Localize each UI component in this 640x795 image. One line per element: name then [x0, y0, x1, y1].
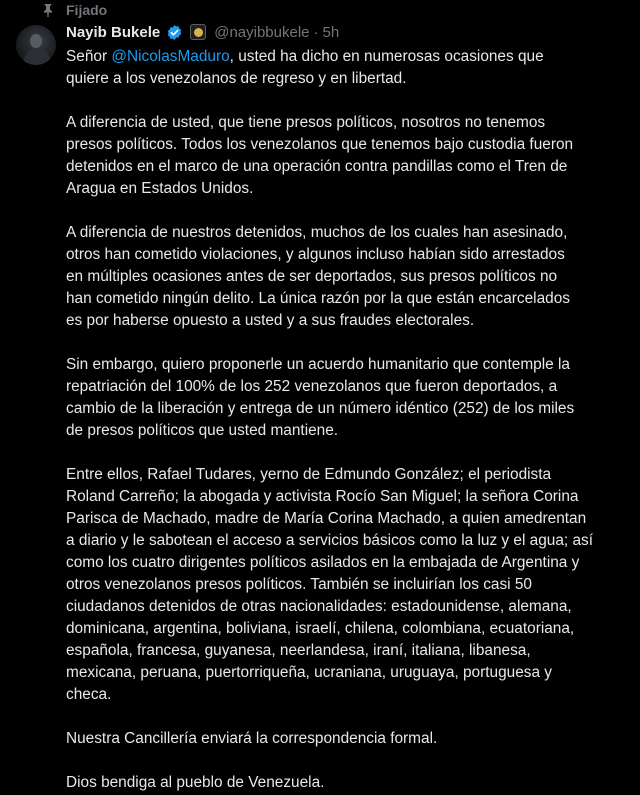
tweet-paragraph-3: A diferencia de nuestros detenidos, muchos de los cuales han asesinado, otros han cometido violaciones, y algunos incluso habían sido arrestados en múltiples ocasiones antes de ser deportados, sus presos políticos no han cometido ningún delito. La única razón por la que están encarcelados es por haberse opuesto a usted y a sus fraudes electorales. [66, 224, 570, 329]
author-handle[interactable]: @nayibbukele [214, 23, 310, 41]
tweet-header [66, 22, 339, 42]
tweet-paragraph-4: Sin embargo, quiero proponerle un acuerdo humanitario que contemple la repatriación del 100% de los 252 venezolanos que fueron deportados, a cambio de la liberación y entrega de un número idéntico (252) de los miles de presos políticos que usted mantiene. [66, 356, 575, 439]
tweet-text [66, 46, 636, 794]
profile-avatar[interactable] [16, 25, 56, 65]
verified-badge-icon[interactable] [166, 24, 183, 41]
affiliate-badge-icon[interactable] [190, 24, 206, 40]
avatar-head [30, 34, 42, 48]
tweet-paragraph-7: Dios bendiga al pueblo de Venezuela. [66, 774, 325, 791]
tweet-paragraph-1 [66, 46, 636, 90]
tweet-p1-prefix: Señor [66, 48, 112, 65]
tweet-timestamp[interactable]: 5h [322, 23, 340, 41]
tweet-p1-suffix: , usted ha dicho en numerosas ocasiones que quiere a los venezolanos de regreso y en libertad. [66, 48, 544, 87]
author-display-name[interactable]: Nayib Bukele [66, 23, 161, 41]
avatar-shoulders [24, 49, 50, 65]
header-separator: · [313, 23, 319, 41]
tweet-paragraph-6: Nuestra Cancillería enviará la correspondencia formal. [66, 730, 438, 747]
tweet-paragraph-5: Entre ellos, Rafael Tudares, yerno de Edmundo González; el periodista Roland Carreño; la abogada y activista Rocío San Miguel; la señora Corina Parisca de Machado, madre de María Corina Machado, a quien amedrentan a diario y le sabotean el acceso a servicios básicos como la luz y el agua; así como los cuatro dirigentes políticos asilados en la embajada de Argentina y otros venezolanos presos políticos. También se incluirían los casi 50 ciudadanos detenidos de otras nacionalidades: estadounidense, alemana, dominicana, argentina, boliviana, israelí, chilena, colombiana, ecuatoriana, española, francesa, guyanesa, neerlandesa, iraní, italiana, libanesa, mexicana, peruana, puertorriqueña, ucraniana, uruguaya, portuguesa y checа. [66, 466, 593, 703]
mention-link[interactable]: @NicolasMaduro [111, 48, 230, 65]
pinned-indicator [40, 0, 107, 20]
tweet-paragraph-2: A diferencia de usted, que tiene presos políticos, nosotros no tenemos presos políticos. Todos los venezolanos que tenemos bajo custodia fueron detenidos en el marco de una operación contra pandillas como el Tren de Aragua en Estados Unidos. [66, 114, 574, 197]
pin-icon [40, 2, 56, 18]
pinned-label: Fijado [66, 2, 108, 18]
